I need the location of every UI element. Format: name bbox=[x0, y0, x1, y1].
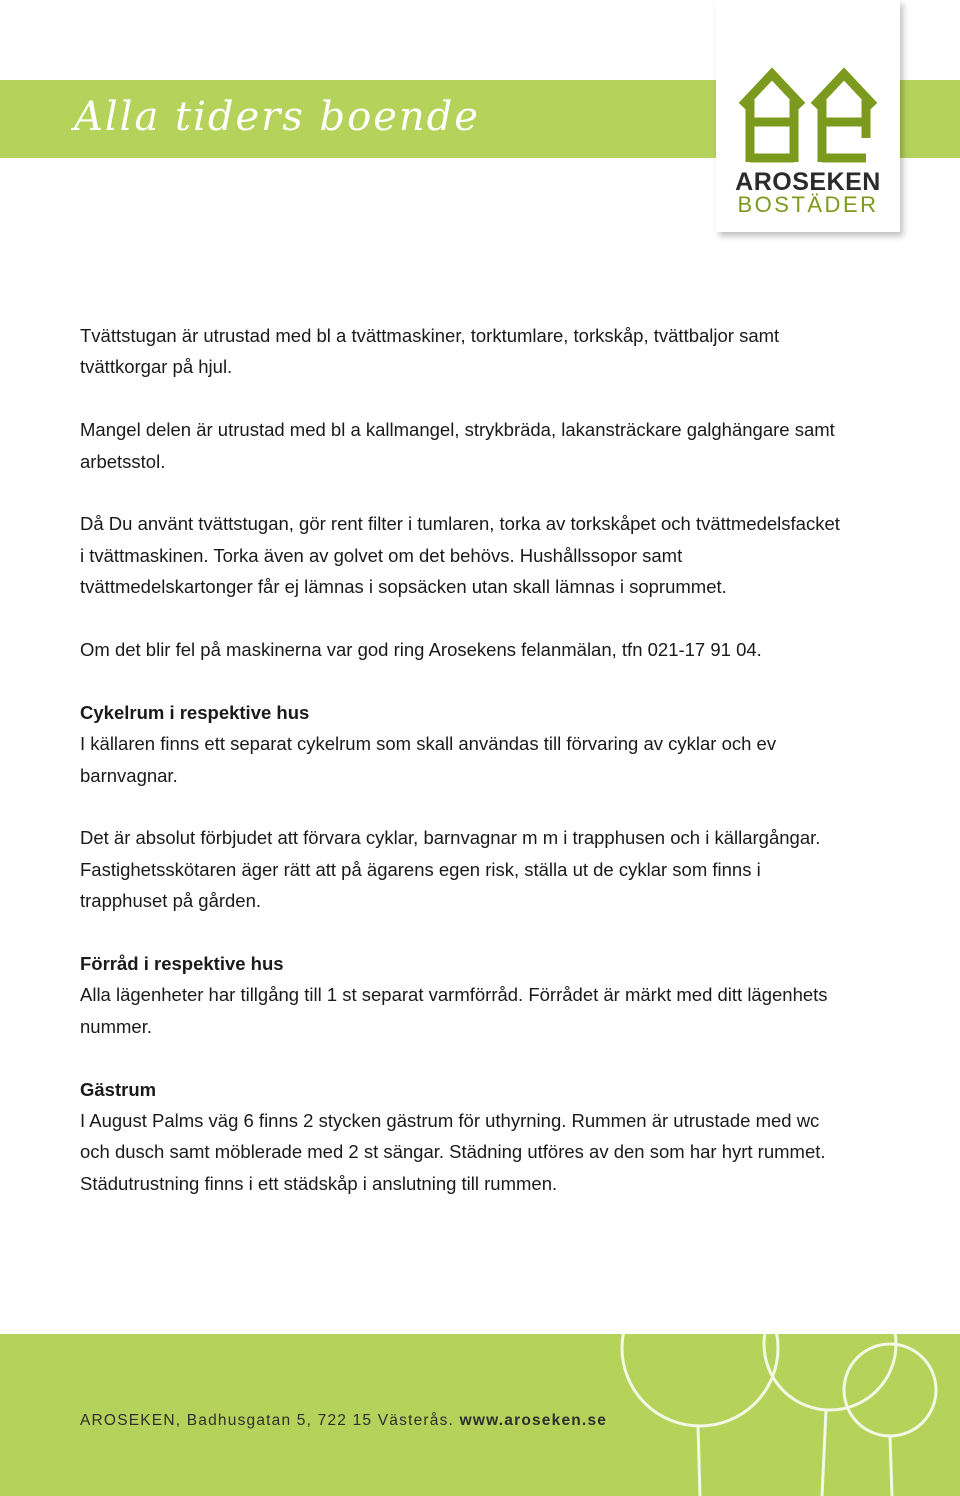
company-logo bbox=[716, 0, 900, 232]
paragraph-guest-room: I August Palms väg 6 finns 2 stycken gästrum för uthyrning. Rummen är utrustade med wc och dusch samt möblerade med 2 st sängar. Städning utföres av den som har hyrt rummet. Städutrustning finns i ett städskåp i anslutning till rummen. bbox=[80, 1110, 826, 1194]
footer-address: AROSEKEN, Badhusgatan 5, 722 15 Västerås. bbox=[80, 1412, 455, 1429]
paragraph-laundry-equipment: Tvättstugan är utrustad med bl a tvättmaskiner, torktumlare, torkskåp, tvättbaljor samt tvättkorgar på hjul. bbox=[80, 325, 780, 378]
document-body bbox=[80, 320, 840, 1199]
paragraph-bike-prohibition: Det är absolut förbjudet att förvara cyklar, barnvagnar m m i trapphusen och i källargångar. Fastighetsskötaren äger rätt att på ägarens egen risk, ställa ut de cyklar som finns i trapphuset på gården. bbox=[80, 827, 821, 912]
paragraph-fault-report: Om det blir fel på maskinerna var god ring Arosekens felanmälan, tfn 021-17 91 04. bbox=[80, 639, 762, 661]
footer-website-link[interactable]: www.aroseken.se bbox=[459, 1412, 608, 1429]
header-tagline: Alla tiders boende bbox=[74, 94, 480, 140]
houses-logo-icon bbox=[738, 66, 878, 164]
heading-storage: Förråd i respektive hus bbox=[80, 953, 284, 975]
logo-name-line1: AROSEKEN bbox=[735, 168, 881, 196]
paragraph-bike-room: I källaren finns ett separat cykelrum som skall användas till förvaring av cyklar och ev barnvagnar. bbox=[80, 733, 777, 786]
heading-guest-room: Gästrum bbox=[80, 1078, 157, 1100]
paragraph-after-use: Då Du använt tvättstugan, gör rent filter i tumlaren, torka av torkskåpet och tvättmedelsfacket i tvättmaskinen. Torka även av golvet om det behövs. Hushållssopor samt tvättmedelskartonger får ej lämnas i sopsäcken utan skall lämnas i soprummet. bbox=[80, 513, 840, 598]
footer-contact bbox=[80, 1412, 607, 1430]
paragraph-mangle-equipment: Mangel delen är utrustad med bl a kallmangel, strykbräda, lakansträckare galghängare samt arbetsstol. bbox=[80, 419, 835, 472]
decorative-tree-circles bbox=[560, 1240, 960, 1496]
heading-bike-room: Cykelrum i respektive hus bbox=[80, 701, 310, 723]
paragraph-storage: Alla lägenheter har tillgång till 1 st separat varmförråd. Förrådet är märkt med ditt lägenhets nummer. bbox=[80, 984, 828, 1037]
logo-name-line2: BOSTÄDER bbox=[737, 192, 879, 217]
